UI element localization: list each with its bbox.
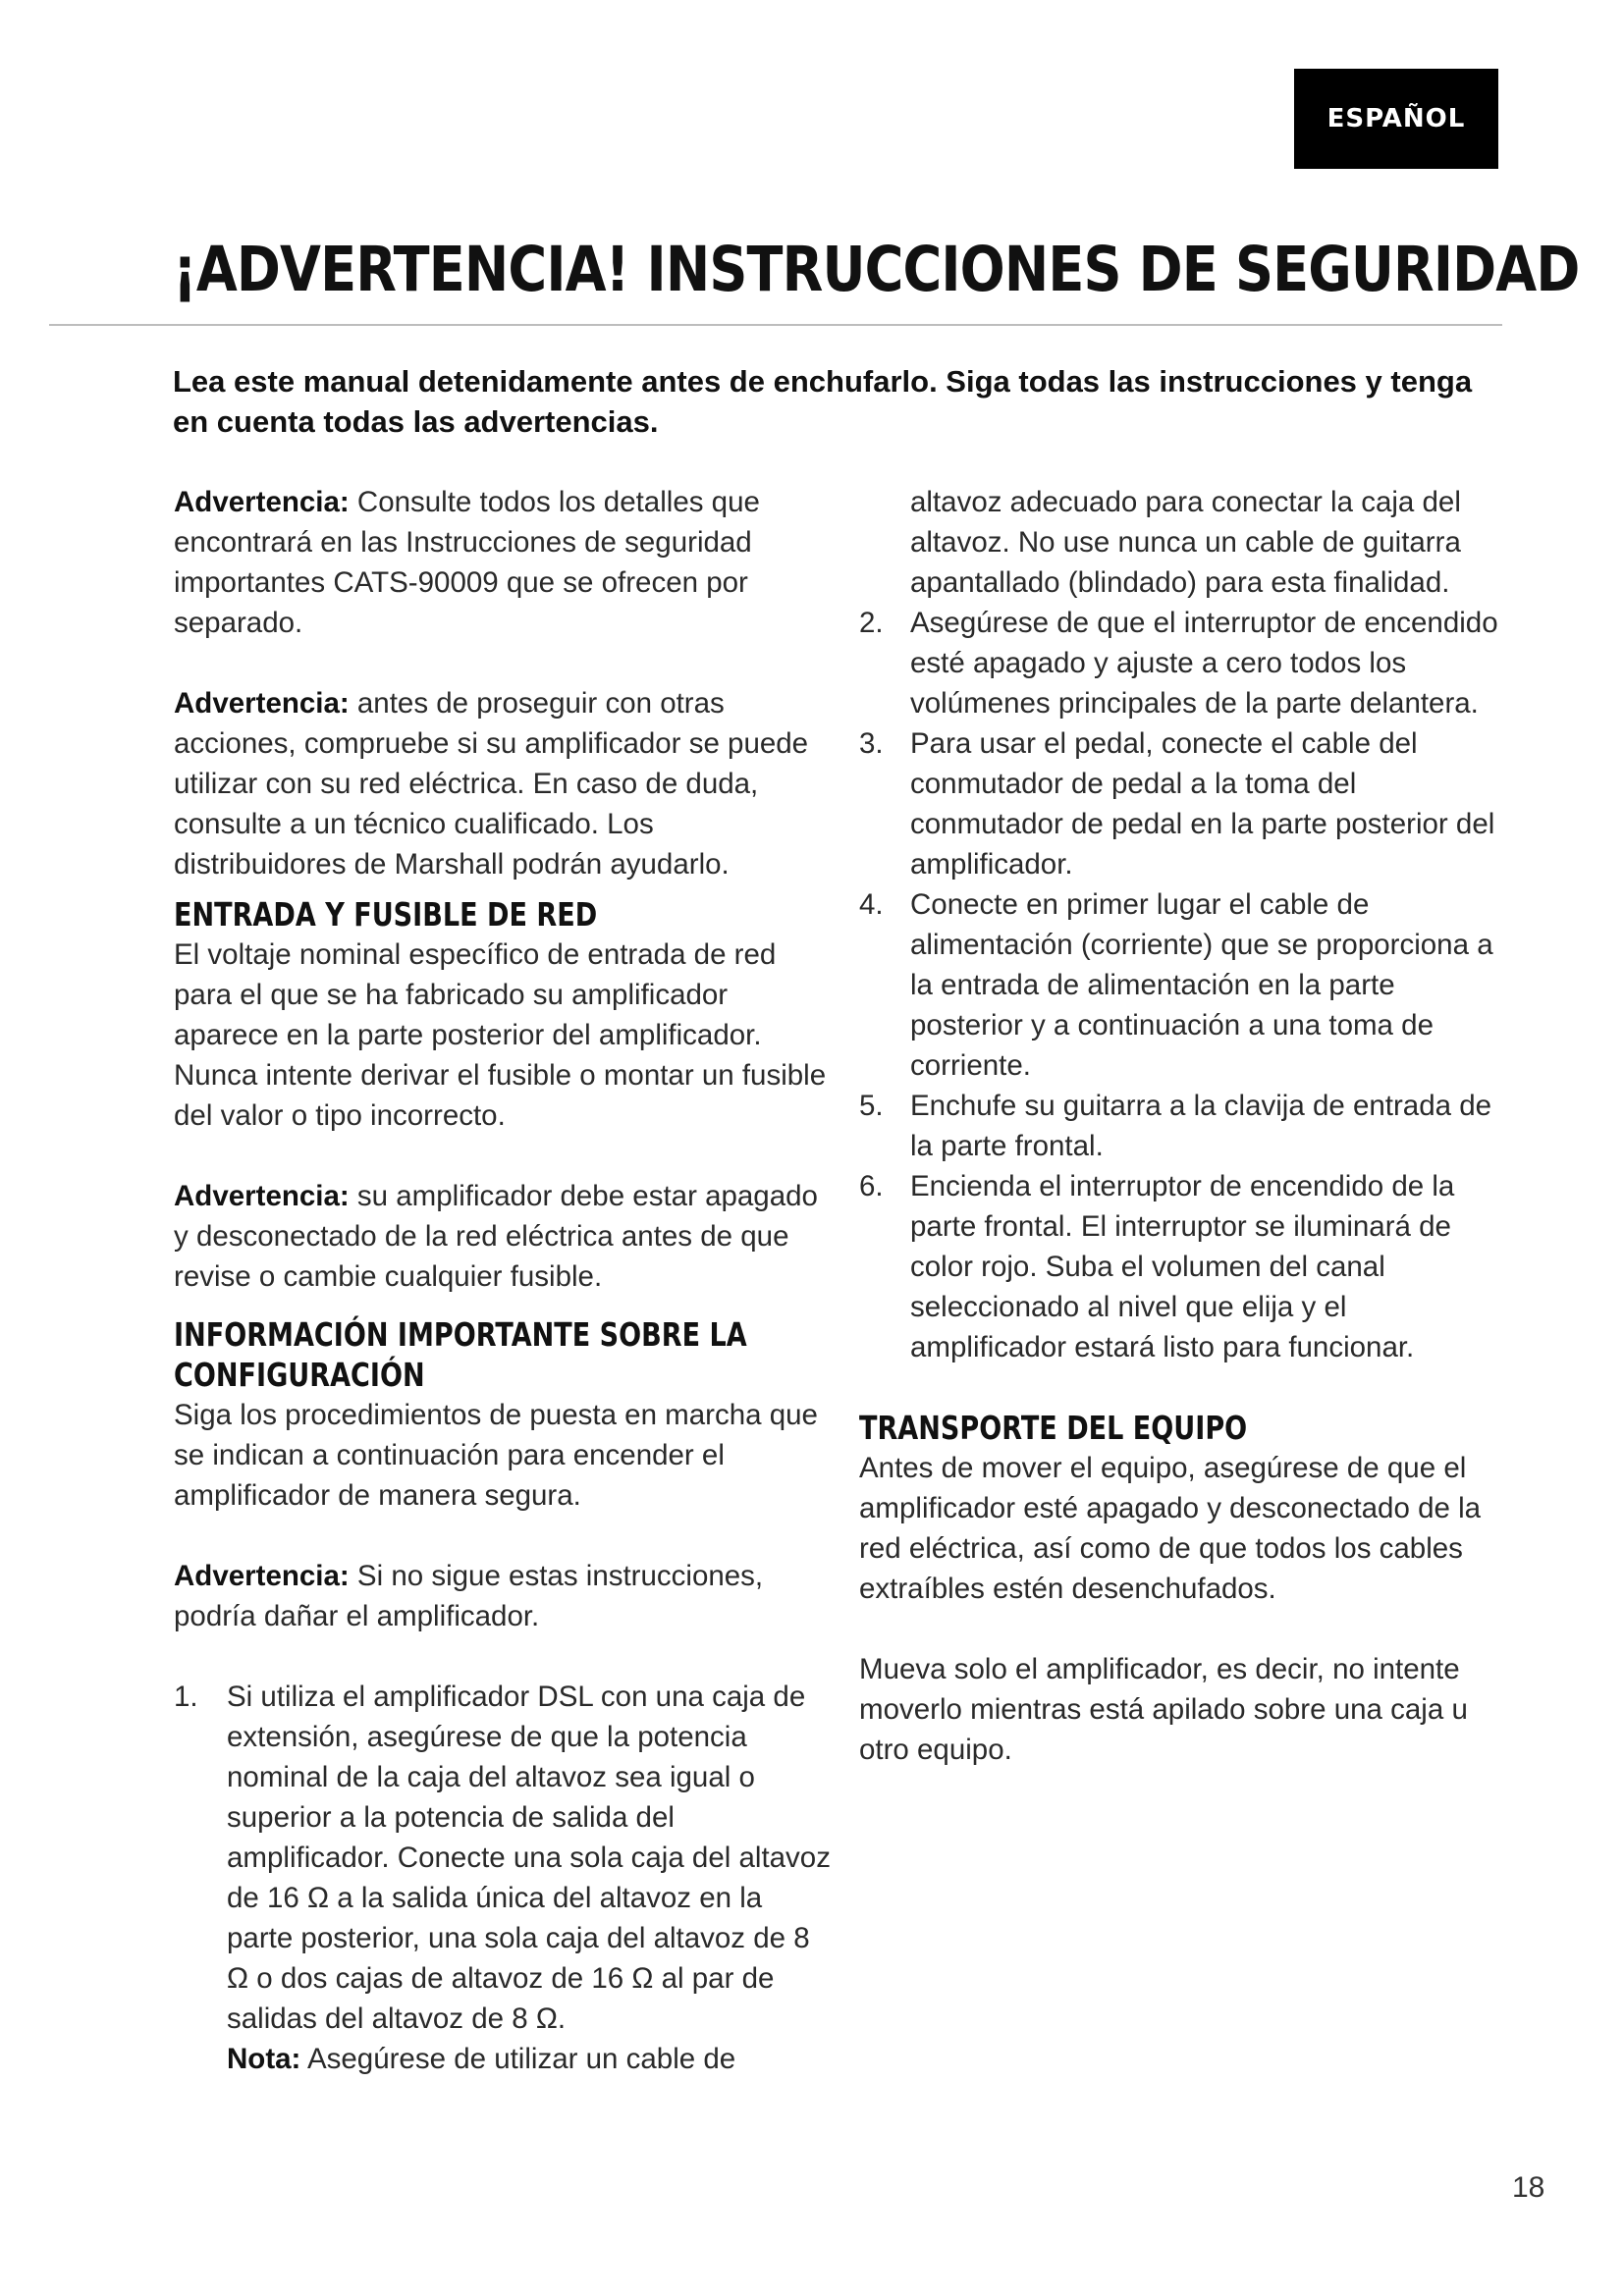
warning-label: Advertencia: bbox=[174, 687, 350, 720]
section-paragraph: Antes de mover el equipo, asegúrese de que el amplificador esté apagado y desconectado de la red eléctrica, así como de que todos los cables extraíbles estén desenchufados. bbox=[859, 1452, 1482, 1605]
warning-text: su amplificador debe estar apagado y desconectado de la red eléctrica antes de que revise o cambie cualquier fusible. bbox=[174, 1180, 818, 1293]
list-text: Enchufe su guitarra a la clavija de entrada de la parte frontal. bbox=[910, 1090, 1492, 1162]
list-item bbox=[859, 1166, 1507, 1367]
section-paragraph: El voltaje nominal específico de entrada de red para el que se ha fabricado su amplificador aparece en la parte posterior del amplificador. Nunca intente derivar el fusible o montar un fusible del valor o tipo incorrecto. bbox=[174, 938, 827, 1132]
list-number: 5. bbox=[859, 1090, 884, 1122]
section-paragraph: Mueva solo el amplificador, es decir, no intente moverlo mientras está apilado sobre una caja u otro equipo. bbox=[859, 1653, 1468, 1766]
page-title: ¡ADVERTENCIA! INSTRUCCIONES DE SEGURIDAD bbox=[173, 234, 1580, 305]
list-number: 4. bbox=[859, 888, 884, 921]
list-item bbox=[859, 723, 1507, 884]
warning-label: Advertencia: bbox=[174, 1560, 350, 1592]
warning-paragraph bbox=[174, 1556, 832, 1636]
list-number: 3. bbox=[859, 727, 884, 760]
section-heading-setup-line2: CONFIGURACIÓN bbox=[174, 1356, 425, 1394]
warning-label: Advertencia: bbox=[174, 486, 350, 518]
list-text: Para usar el pedal, conecte el cable del conmutador de pedal a la toma del conmutador de pedal en la parte posterior del amplificador. bbox=[910, 727, 1495, 881]
section-heading-setup: INFORMACIÓN IMPORTANTE SOBRE LA bbox=[174, 1315, 747, 1354]
warning-paragraph bbox=[174, 1176, 832, 1297]
list-item bbox=[174, 1677, 832, 2079]
intro-paragraph: Lea este manual detenidamente antes de enchufarlo. Siga todas las instrucciones y tenga en cuenta todas las advertencias. bbox=[173, 364, 1473, 439]
section-heading-transport: TRANSPORTE DEL EQUIPO bbox=[859, 1409, 1248, 1447]
warning-paragraph bbox=[174, 683, 832, 884]
note-label: Nota: bbox=[227, 2043, 301, 2075]
list-number: 2. bbox=[859, 607, 884, 639]
list-item bbox=[859, 1086, 1507, 1166]
list-text: Conecte en primer lugar el cable de alimentación (corriente) que se proporciona a la entrada de alimentación en la parte posterior y a continuación a una toma de corriente. bbox=[910, 888, 1493, 1082]
warning-text: Si no sigue estas instrucciones, podría dañar el amplificador. bbox=[174, 1560, 764, 1632]
warning-text: Consulte todos los detalles que encontrará en las Instrucciones de seguridad importantes CATS-90009 que se ofrecen por separado. bbox=[174, 486, 760, 639]
list-text: Encienda el interruptor de encendido de la parte frontal. El interruptor se iluminará de color rojo. Suba el volumen del canal seleccionado al nivel que elija y el amplificador estará listo para funcionar. bbox=[910, 1170, 1455, 1363]
list-item bbox=[859, 603, 1507, 723]
note-text: Asegúrese de utilizar un cable de bbox=[300, 2043, 736, 2075]
page-number: 18 bbox=[1512, 2171, 1545, 2204]
language-tab bbox=[1294, 69, 1498, 169]
list-text: Si utiliza el amplificador DSL con una caja de extensión, asegúrese de que la potencia nominal de la caja del altavoz sea igual o superior a la potencia de salida del amplificador. Conecte una sola caja del altavoz de 16 Ω a la salida única del altavoz en la parte posterior, una sola caja del altavoz de 8 Ω o dos cajas de altavoz de 16 Ω al par de salidas del altavoz de 8 Ω. bbox=[227, 1681, 831, 2035]
section-paragraph: Siga los procedimientos de puesta en marcha que se indican a continuación para encender el amplificador de manera segura. bbox=[174, 1399, 818, 1512]
left-column bbox=[174, 482, 832, 2079]
title-divider bbox=[49, 324, 1502, 326]
list-number: 1. bbox=[174, 1681, 198, 1713]
warning-paragraph bbox=[174, 482, 832, 643]
warning-label: Advertencia: bbox=[174, 1180, 350, 1212]
list-continuation: altavoz adecuado para conectar la caja del altavoz. No use nunca un cable de guitarra apantallado (blindado) para esta finalidad. bbox=[910, 486, 1461, 599]
right-column bbox=[859, 482, 1507, 1770]
list-text: Asegúrese de que el interruptor de encendido esté apagado y ajuste a cero todos los volúmenes principales de la parte delantera. bbox=[910, 607, 1498, 720]
language-label: ESPAÑOL bbox=[1326, 104, 1466, 133]
section-heading-mains-input: ENTRADA Y FUSIBLE DE RED bbox=[174, 895, 598, 934]
list-item bbox=[859, 884, 1507, 1086]
warning-text: antes de proseguir con otras acciones, compruebe si su amplificador se puede utilizar con su red eléctrica. En caso de duda, consulte a un técnico cualificado. Los distribuidores de Marshall podrán ayudarlo. bbox=[174, 687, 809, 881]
list-number: 6. bbox=[859, 1170, 884, 1202]
note-paragraph bbox=[227, 2039, 832, 2079]
